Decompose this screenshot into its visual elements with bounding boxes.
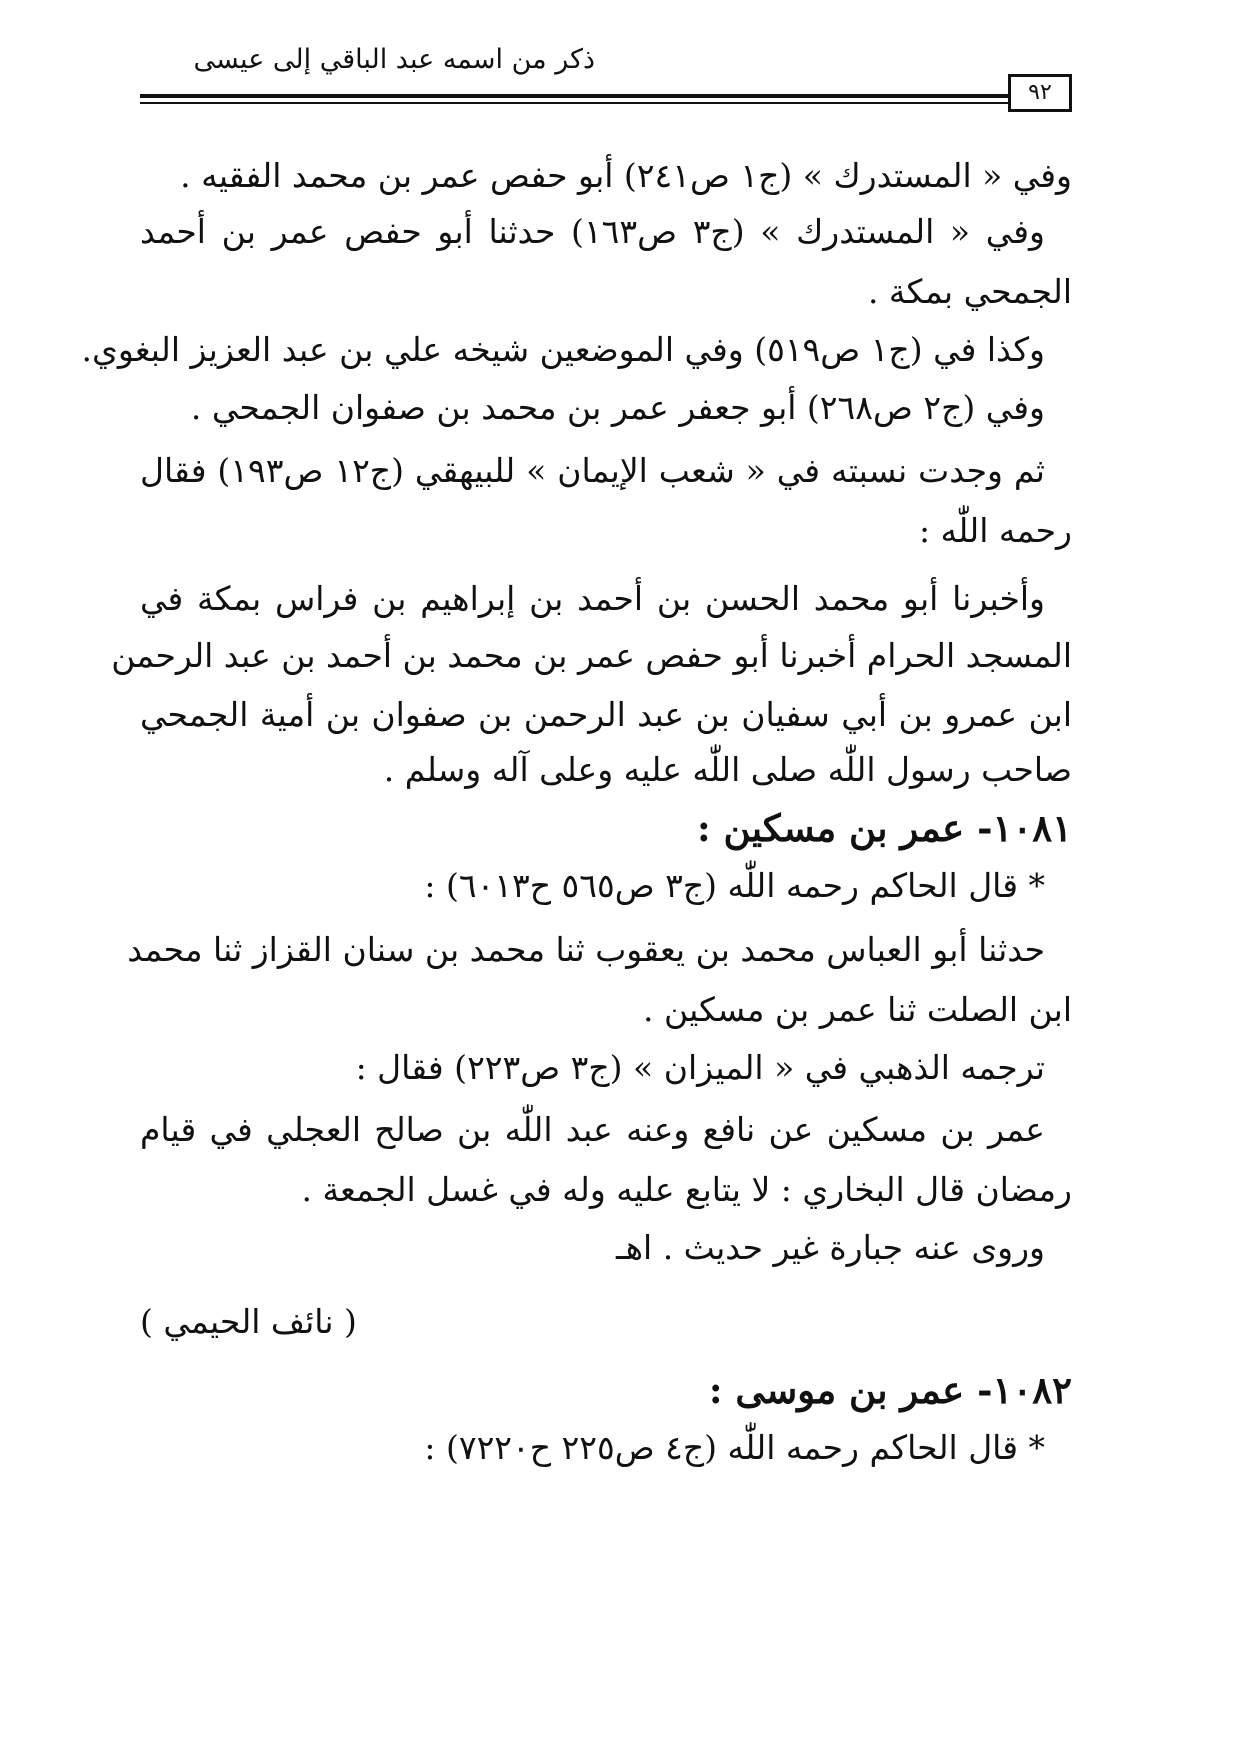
text-line: ابن عمرو بن أبي سفيان بن عبد الرحمن بن صفوان بن أمية الجمحي — [140, 695, 1072, 734]
text-line: الجمحي بمكة . — [867, 272, 1072, 311]
text-line: ثم وجدت نسبته في « شعب الإيمان » للبيهقي (ج١٢ ص١٩٣) فقال — [140, 451, 1045, 490]
text-line: عمر بن مسكين عن نافع وعنه عبد اللّٰه بن صالح العجلي في قيام — [140, 1110, 1045, 1149]
text-line: وفي « المستدرك » (ج١ ص٢٤١) أبو حفص عمر بن محمد الفقيه . — [180, 156, 1072, 195]
text-line: المسجد الحرام أخبرنا أبو حفص عمر بن محمد بن أحمد بن عبد الرحمن — [111, 636, 1072, 675]
text-line: صاحب رسول اللّٰه صلى اللّٰه عليه وعلى آله وسلم . — [383, 750, 1072, 789]
text-line: وأخبرنا أبو محمد الحسن بن أحمد بن إبراهيم بن فراس بمكة في — [140, 579, 1045, 618]
text-line: وروى عنه جبارة غير حديث . اهـ — [615, 1228, 1045, 1267]
text-line: ترجمه الذهبي في « الميزان » (ج٣ ص٢٢٣) فقال : — [355, 1048, 1045, 1087]
running-title: ذكر من اسمه عبد الباقي إلى عيسى — [193, 44, 595, 75]
text-line: وفي « المستدرك » (ج٣ ص١٦٣) حدثنا أبو حفص عمر بن أحمد — [140, 212, 1045, 251]
text-line: رمضان قال البخاري : لا يتابع عليه وله في غسل الجمعة . — [301, 1170, 1072, 1209]
text-line: * قال الحاكم رحمه اللّٰه (ج٣ ص٥٦٥ ح٦٠١٣) : — [424, 866, 1045, 905]
header-rule-thick — [140, 94, 1008, 98]
entry-heading-1082: ١٠٨٢- عمر بن موسى : — [708, 1368, 1072, 1412]
entry-heading-1081: ١٠٨١- عمر بن مسكين : — [697, 806, 1072, 850]
text-line: رحمه اللّٰه : — [918, 511, 1072, 550]
text-line: وكذا في (ج١ ص٥١٩) وفي الموضعين شيخه علي بن عبد العزيز البغوي. — [81, 330, 1045, 369]
text-line: وفي (ج٢ ص٢٦٨) أبو جعفر عمر بن محمد بن صفوان الجمحي . — [190, 388, 1045, 427]
contributor-name: ( نائف الحيمي ) — [140, 1302, 357, 1341]
text-line: * قال الحاكم رحمه اللّٰه (ج٤ ص٢٢٥ ح٧٢٢٠) : — [424, 1428, 1045, 1467]
header-rule-thin — [140, 102, 1008, 104]
text-line: ابن الصلت ثنا عمر بن مسكين . — [643, 990, 1072, 1029]
page-number: ٩٢ — [1008, 74, 1072, 112]
text-line: حدثنا أبو العباس محمد بن يعقوب ثنا محمد بن سنان القزاز ثنا محمد — [127, 930, 1045, 969]
